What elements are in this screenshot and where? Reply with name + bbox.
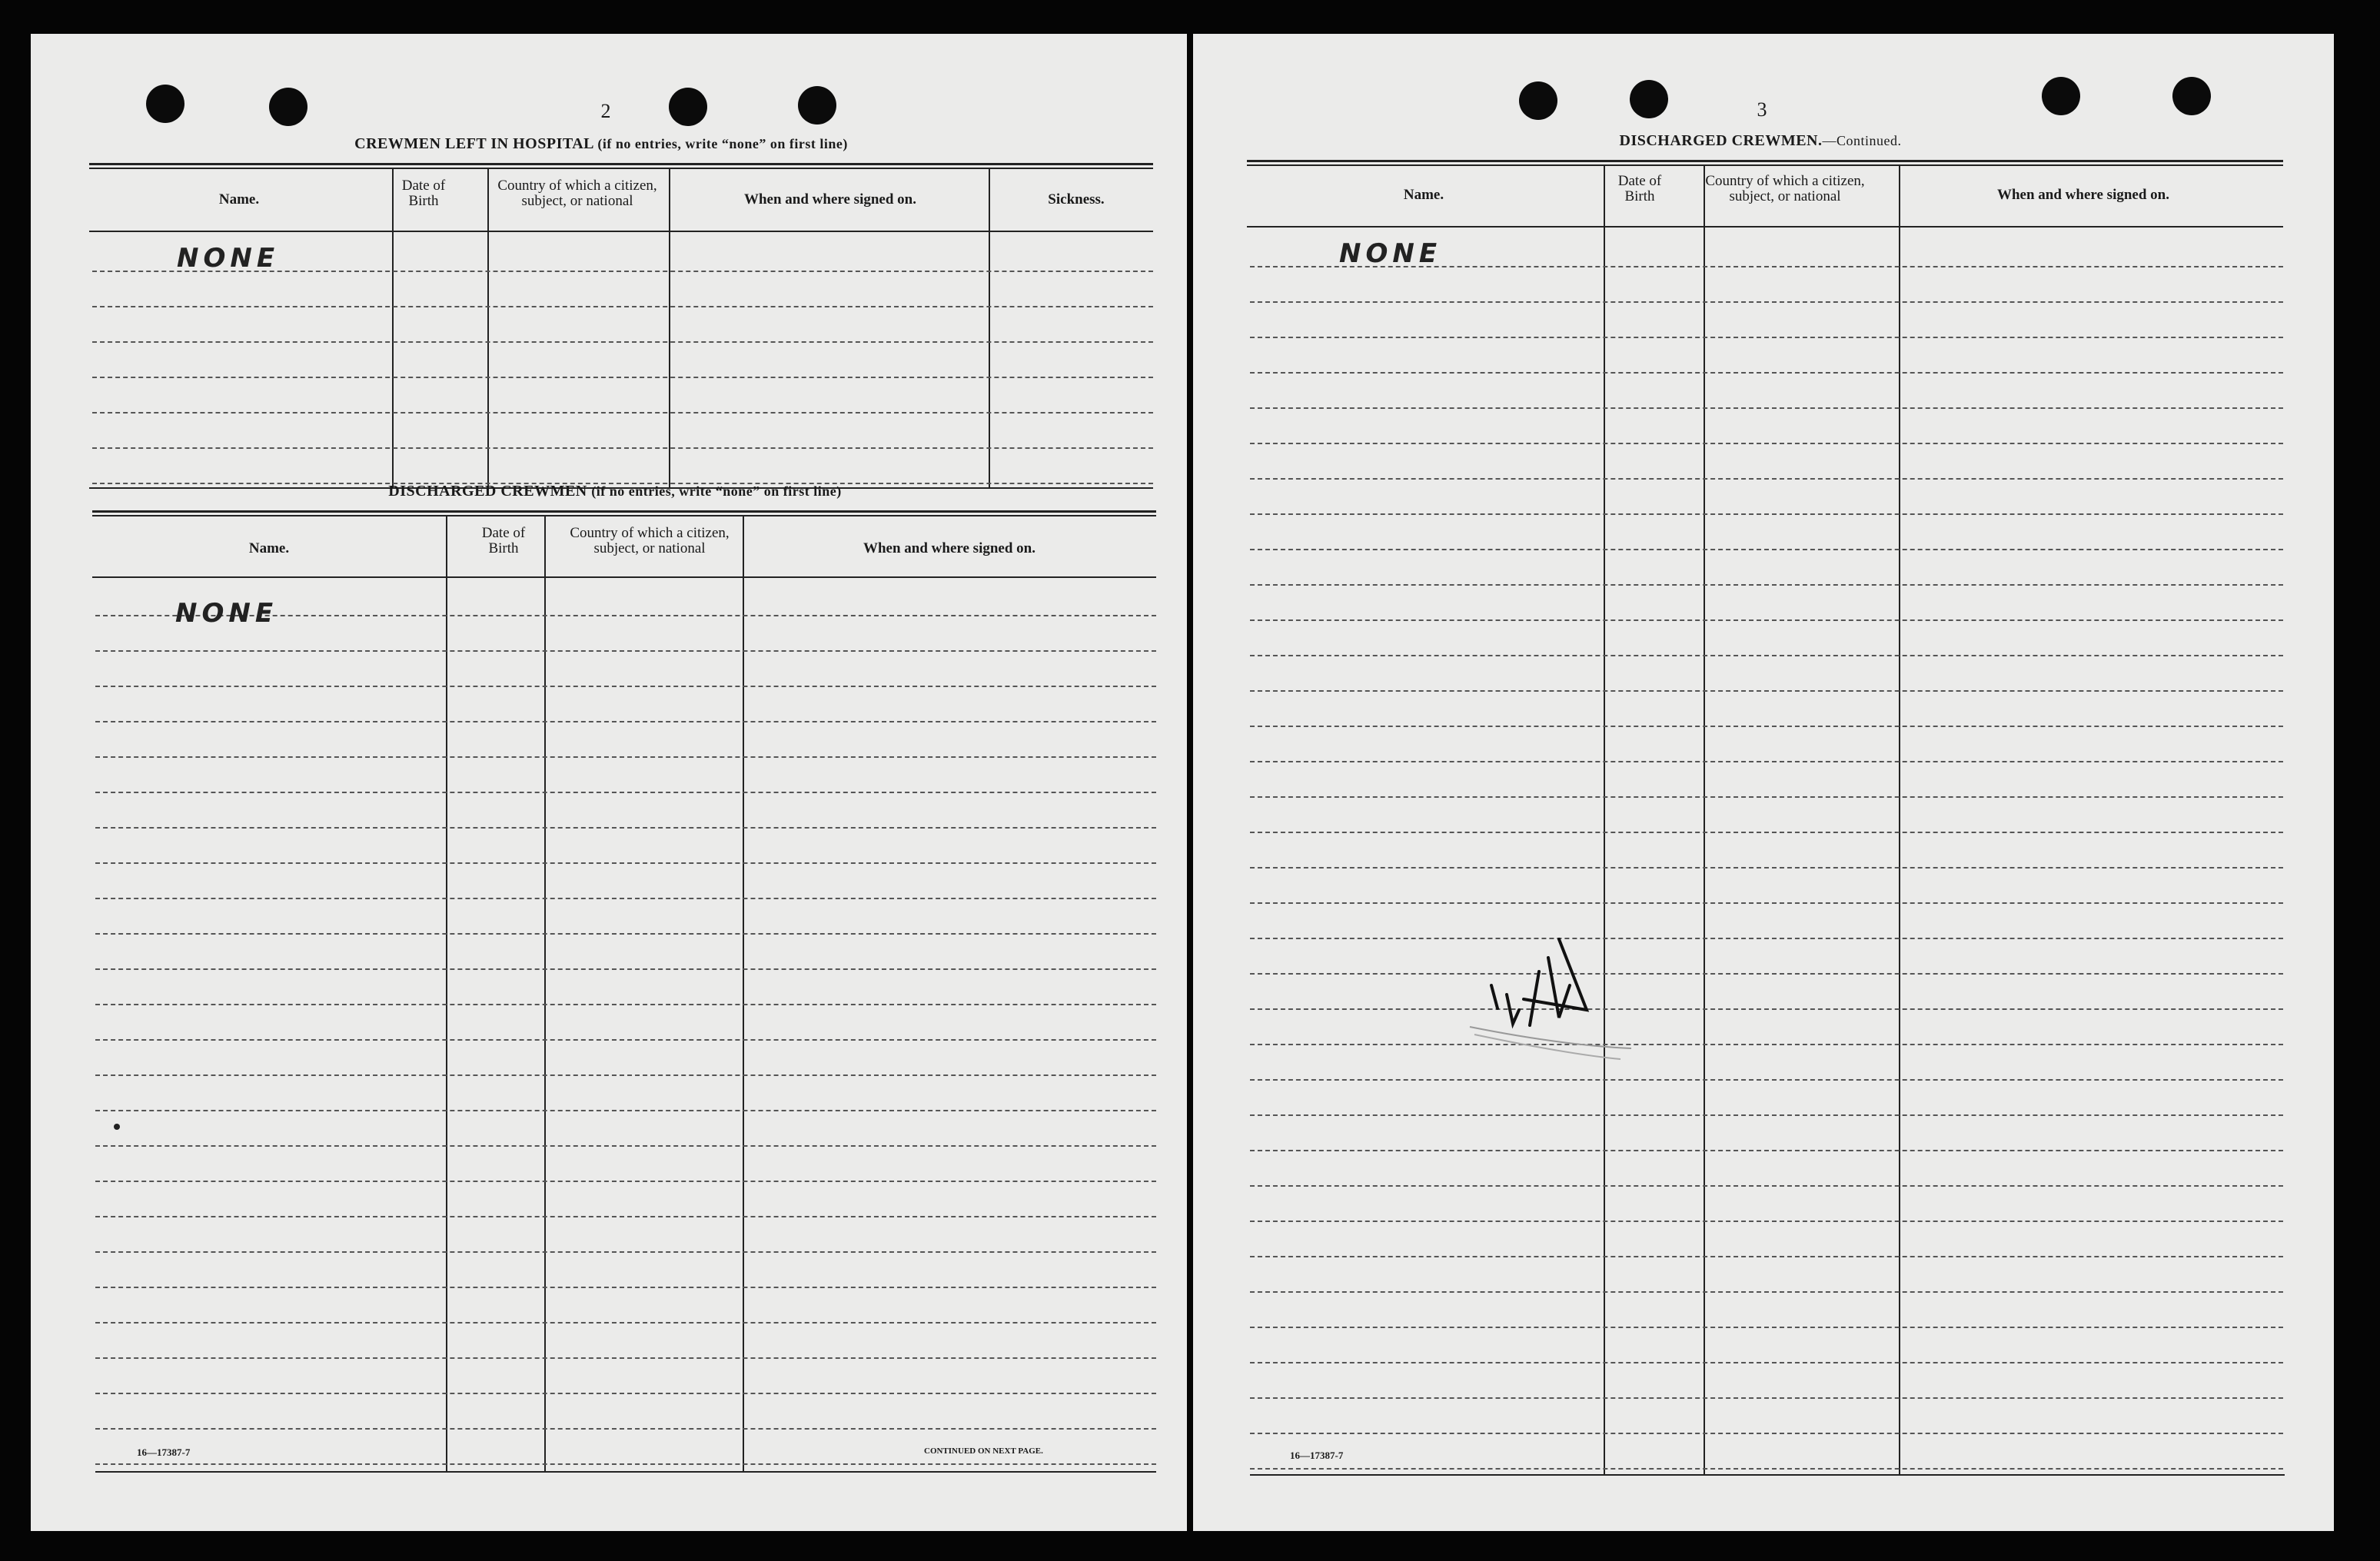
table-top-rule bbox=[89, 163, 1153, 165]
ruled-line bbox=[95, 721, 1156, 722]
column-header-sickness: Sickness. bbox=[1048, 191, 1105, 208]
pen-scribble bbox=[1424, 895, 1670, 1064]
ruled-line bbox=[1250, 1291, 2283, 1293]
punch-hole bbox=[2042, 77, 2080, 115]
ruled-line bbox=[95, 1357, 1156, 1359]
ruled-line bbox=[95, 898, 1156, 899]
column-header-name: Name. bbox=[1403, 187, 1444, 203]
ruled-line bbox=[1250, 478, 2283, 480]
ruled-line bbox=[95, 1287, 1156, 1288]
ruled-line bbox=[95, 1428, 1156, 1430]
ruled-line bbox=[95, 827, 1156, 829]
ruled-line bbox=[1250, 1185, 2283, 1187]
ruled-line bbox=[95, 650, 1156, 652]
column-header-dob: Date of Birth bbox=[1617, 173, 1662, 204]
ruled-line bbox=[1250, 690, 2283, 692]
table-top-rule bbox=[92, 510, 1156, 513]
handwritten-entry: NONE bbox=[177, 243, 280, 274]
column-header-signed: When and where signed on. bbox=[1996, 187, 2169, 203]
ruled-line bbox=[1250, 1327, 2283, 1328]
handwritten-entry: NONE bbox=[175, 598, 278, 629]
ruled-line bbox=[1250, 513, 2283, 515]
ruled-line bbox=[1250, 1256, 2283, 1257]
ruled-line bbox=[1250, 1221, 2283, 1222]
column-header-dob: Date of Birth bbox=[401, 178, 446, 209]
section-title-discharged: DISCHARGED CREWMEN (if no entries, write “none” on first line) bbox=[388, 483, 842, 500]
punch-hole bbox=[269, 88, 307, 126]
ruled-line bbox=[1250, 1079, 2283, 1081]
ruled-line bbox=[1250, 1397, 2283, 1399]
column-header-country: Country of which a citizen, subject, or national bbox=[1705, 173, 1865, 204]
ruled-line bbox=[1250, 549, 2283, 550]
table-top-rule bbox=[1247, 160, 2283, 162]
column-header-country: Country of which a citizen, subject, or national bbox=[497, 178, 657, 209]
ruled-line bbox=[1250, 1008, 2283, 1010]
ruled-line bbox=[1250, 938, 2283, 939]
ruled-line bbox=[95, 792, 1156, 793]
section-title: DISCHARGED CREWMEN.—Continued. bbox=[1619, 132, 1902, 149]
ruled-line bbox=[1250, 337, 2283, 338]
page-number: 2 bbox=[600, 100, 611, 122]
ruled-line bbox=[1250, 1468, 2283, 1470]
ruled-line bbox=[92, 447, 1153, 449]
ruled-line bbox=[95, 1181, 1156, 1182]
column-header-name: Name. bbox=[218, 191, 260, 208]
ruled-line bbox=[95, 968, 1156, 970]
column-header-signed: When and where signed on. bbox=[743, 191, 916, 208]
ruled-line bbox=[1250, 1044, 2283, 1045]
punch-hole bbox=[2172, 77, 2211, 115]
ruled-line bbox=[95, 1216, 1156, 1217]
ruled-line bbox=[1250, 832, 2283, 833]
punch-hole bbox=[1519, 81, 1557, 120]
left-page bbox=[31, 34, 1187, 1531]
ruled-line bbox=[92, 412, 1153, 413]
ruled-line bbox=[95, 1463, 1156, 1465]
ruled-line bbox=[1250, 726, 2283, 727]
ruled-line bbox=[1250, 407, 2283, 409]
page-number: 3 bbox=[1757, 98, 1767, 121]
ruled-line bbox=[92, 341, 1153, 343]
ink-speck bbox=[114, 1124, 120, 1130]
ruled-line bbox=[1250, 619, 2283, 621]
column-header-name: Name. bbox=[248, 540, 290, 556]
ruled-line bbox=[1250, 867, 2283, 869]
column-header-dob: Date of Birth bbox=[481, 525, 526, 556]
ruled-line bbox=[1250, 1433, 2283, 1434]
column-header-signed: When and where signed on. bbox=[863, 540, 1035, 556]
ruled-line bbox=[95, 862, 1156, 864]
ruled-line bbox=[1250, 761, 2283, 762]
ruled-line bbox=[1250, 796, 2283, 798]
ruled-line bbox=[95, 1004, 1156, 1005]
ruled-line bbox=[1250, 584, 2283, 586]
ruled-line bbox=[1250, 372, 2283, 374]
ruled-line bbox=[92, 377, 1153, 378]
punch-hole bbox=[146, 85, 184, 123]
ruled-line bbox=[95, 1110, 1156, 1111]
ruled-line bbox=[95, 1393, 1156, 1394]
handwritten-entry: NONE bbox=[1339, 238, 1442, 269]
ruled-line bbox=[1250, 655, 2283, 656]
ruled-line bbox=[1250, 1362, 2283, 1363]
continued-note: CONTINUED ON NEXT PAGE. bbox=[924, 1446, 1043, 1456]
ruled-line bbox=[95, 933, 1156, 935]
ruled-line bbox=[95, 756, 1156, 758]
ruled-line bbox=[95, 1039, 1156, 1041]
ruled-line bbox=[92, 306, 1153, 307]
section-title-hospital: CREWMEN LEFT IN HOSPITAL (if no entries, write “none” on first line) bbox=[354, 135, 848, 152]
ruled-line bbox=[1250, 443, 2283, 444]
column-header-country: Country of which a citizen, subject, or national bbox=[570, 525, 730, 556]
punch-hole bbox=[669, 88, 707, 126]
punch-hole bbox=[1630, 80, 1668, 118]
ruled-line bbox=[1250, 1114, 2283, 1116]
ruled-line bbox=[1250, 973, 2283, 975]
ruled-line bbox=[1250, 902, 2283, 904]
form-number: 16—17387-7 bbox=[137, 1446, 191, 1458]
ruled-line bbox=[95, 686, 1156, 687]
form-number: 16—17387-7 bbox=[1290, 1450, 1344, 1461]
ruled-line bbox=[1250, 301, 2283, 303]
ruled-line bbox=[95, 1145, 1156, 1147]
ruled-line bbox=[95, 1251, 1156, 1253]
ruled-line bbox=[95, 1074, 1156, 1076]
ruled-line bbox=[1250, 1150, 2283, 1151]
right-page bbox=[1193, 34, 2334, 1531]
ruled-line bbox=[95, 1322, 1156, 1324]
punch-hole bbox=[798, 86, 836, 125]
